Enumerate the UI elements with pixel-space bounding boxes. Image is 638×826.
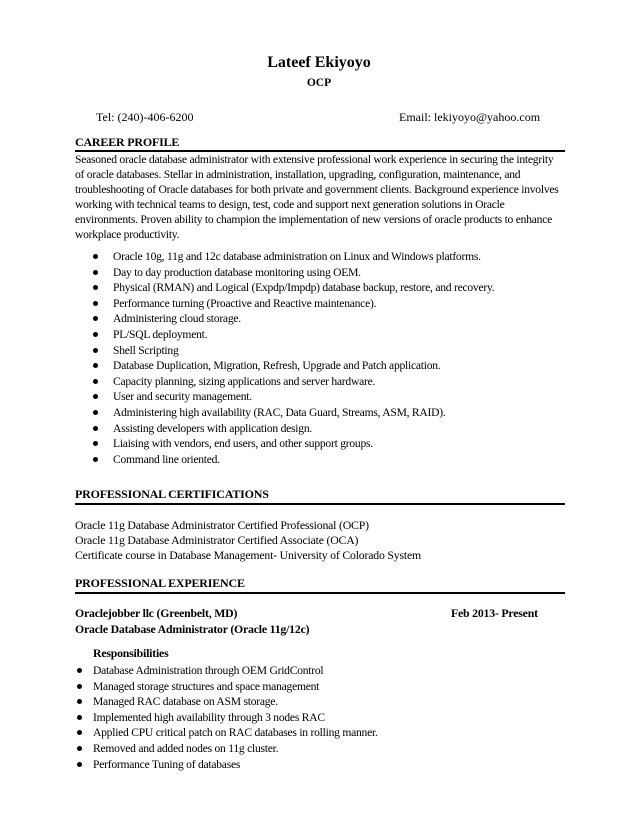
list-item-text: Day to day production database monitoring using OEM.: [113, 265, 361, 279]
list-item-text: Managed RAC database on ASM storage.: [93, 695, 278, 709]
bullet-icon: [77, 715, 82, 720]
section-divider: [75, 592, 565, 594]
bullet-icon: [93, 285, 98, 290]
bullet-icon: [93, 254, 98, 259]
email-address: Email: lekiyoyo@yahoo.com: [399, 110, 541, 124]
list-item-text: Shell Scripting: [113, 343, 179, 357]
list-item-text: Removed and added nodes on 11g cluster.: [93, 741, 279, 755]
bullet-icon: [77, 668, 82, 673]
certification-item: Oracle 11g Database Administrator Certified Professional (OCP): [75, 518, 369, 532]
list-item-text: Applied CPU critical patch on RAC databases in rolling manner.: [93, 726, 378, 740]
list-item-text: Assisting developers with application design.: [113, 421, 313, 435]
list-item-text: Administering cloud storage.: [113, 312, 241, 326]
list-item-text: Liaising with vendors, end users, and other support groups.: [113, 437, 373, 451]
bullet-icon: [93, 316, 98, 321]
list-item-text: PL/SQL deployment.: [113, 327, 208, 341]
company-name: Oraclejobber llc (Greenbelt, MD): [75, 606, 238, 620]
list-item-text: Performance Tuning of databases: [93, 757, 241, 771]
list-item-text: User and security management.: [113, 390, 252, 404]
bullet-icon: [77, 746, 82, 751]
section-divider: [75, 503, 565, 505]
career-summary: Seasoned oracle database administrator with extensive professional work experience in securing the integrity of oracle databases. Stellar in administration, installation, upgrading, configuration, maintenance, and troubleshooting of Oracle databases for both private and government clients. Background experience involves working with technical teams to design, test, code and support next generation solutions in Oracle environments. Proven ability to champion the implementation of new versions of oracle products to enhance workplace productivity.: [75, 153, 559, 241]
bullet-icon: [93, 379, 98, 384]
list-item-text: Administering high availability (RAC, Data Guard, Streams, ASM, RAID).: [113, 405, 446, 419]
bullet-icon: [93, 410, 98, 415]
career-profile-heading: CAREER PROFILE: [75, 135, 180, 149]
list-item-text: Implemented high availability through 3 nodes RAC: [93, 710, 325, 724]
list-item-text: Performance turning (Proactive and Reactive maintenance).: [113, 296, 377, 310]
list-item-text: Database Administration through OEM GridControl: [93, 664, 324, 677]
bullet-icon: [93, 363, 98, 368]
bullet-icon: [93, 441, 98, 446]
phone-number: Tel: (240)-406-6200: [96, 110, 194, 124]
bullet-icon: [93, 332, 98, 337]
bullet-icon: [93, 426, 98, 431]
bullet-icon: [77, 730, 82, 735]
certifications-heading: PROFESSIONAL CERTIFICATIONS: [75, 487, 269, 501]
bullet-icon: [77, 699, 82, 704]
experience-heading: PROFESSIONAL EXPERIENCE: [75, 576, 245, 590]
responsibilities-label: Responsibilities: [93, 646, 169, 660]
certification-item: Certificate course in Database Management- University of Colorado System: [75, 548, 421, 562]
list-item-text: Oracle 10g, 11g and 12c database administration on Linux and Windows platforms.: [113, 250, 481, 263]
certification-item: Oracle 11g Database Administrator Certified Associate (OCA): [75, 533, 359, 547]
bullet-icon: [77, 684, 82, 689]
credential: OCP: [306, 77, 332, 89]
job-title: Oracle Database Administrator (Oracle 11g/12c): [75, 622, 310, 636]
list-item-text: Managed storage structures and space management: [93, 679, 320, 693]
list-item-text: Database Duplication, Migration, Refresh, Upgrade and Patch application.: [113, 359, 441, 373]
bullet-icon: [93, 301, 98, 306]
bullet-icon: [93, 394, 98, 399]
list-item-text: Physical (RMAN) and Logical (Expdp/Impdp) database backup, restore, and recovery.: [113, 281, 495, 295]
bullet-icon: [93, 270, 98, 275]
employment-dates: Feb 2013- Present: [451, 606, 538, 620]
list-item-text: Capacity planning, sizing applications and server hardware.: [113, 374, 376, 388]
list-item-text: Command line oriented.: [113, 452, 220, 466]
bullet-icon: [93, 457, 98, 462]
bullet-icon: [93, 348, 98, 353]
candidate-name: Lateef Ekiyoyo: [267, 54, 371, 71]
bullet-icon: [77, 762, 82, 767]
